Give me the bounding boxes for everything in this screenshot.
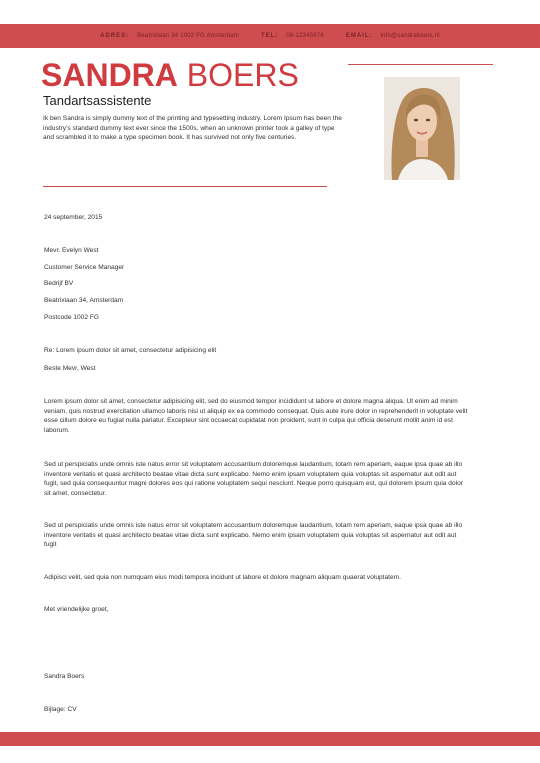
contact-bar (0, 24, 540, 48)
intro-text: Ik ben Sandra is simply dummy text of the printing and typesetting industry. Lorem Ipsum has been the industry's standard dummy text ever since the 1500s, when an unknown printer took a galley of type and scrambled it to make a type specimen book. It has survived not only five centuries. (43, 115, 342, 142)
letter-closing: Met vriendelijke groet, (44, 606, 109, 613)
recipient-company: Bedrijf BV (44, 280, 74, 288)
letter-paragraph-1: Lorem ipsum dolor sit amet, consectetur adipisicing elit, sed do eiusmod tempor incididunt ut labore et dolore magna aliqua. Ut enim ad minim veniam, quis nostrud exercitation ullamco laboris nisi ut aliquip ex ea commodo consequat. Duis aute irure dolor in reprehenderit in voluptate velit esse cillum dolore eu fugiat nulla pariatur. Excepteur sint occaecat cupidatat non proident, sunt in culpa qui officia deserunt mollit anim id est laborum. (44, 398, 468, 434)
letter-date: 24 september, 2015 (44, 214, 103, 221)
letter-paragraph-4: Adipisci velit, sed quia non numquam eius modi tempora incidunt ut labore et dolore magnam aliquam quaerat voluptatem. (44, 574, 401, 581)
phone-label: TEL: (260, 33, 279, 39)
phone-value: 06-12345678 (286, 33, 324, 39)
candidate-name (41, 57, 299, 93)
letter-attachment: Bijlage: CV (44, 706, 77, 713)
footer-bar (0, 732, 540, 746)
letter-signer: Sandra Boers (44, 673, 85, 680)
letter-paragraph-2: Sed ut perspiciatis unde omnis iste natus error sit voluptatem accusantium doloremque laudantium, totam rem aperiam, eaque ipsa quae ab illo inventore veritatis et quasi architecto beatae vitae dicta sunt explicabo. Nemo enim ipsam voluptatem quia voluptas sit aspernatur aut odit aut fugit, sed quia consequuntur magni dolores eos qui ratione voluptatem sequi nesciunt. Neque porro quisquam est, qui dolorem ipsum quia dolor sit amet, consectetur. (44, 461, 463, 497)
header-divider-left (43, 186, 327, 187)
header-divider-right (348, 64, 493, 65)
letter-paragraph-3: Sed ut perspiciatis unde omnis iste natus error sit voluptatem accusantium doloremque laudantium, totam rem aperiam, eaque ipsa quae ab illo inventore veritatis et quasi architecto beatae vitae dicta sunt explicabo. Nemo enim ipsam voluptatem quia voluptas sit aspernatur aut odit aut fugit (44, 522, 463, 549)
recipient-street: Beatrixlaan 34, Amsterdam (44, 297, 124, 305)
recipient-role: Customer Service Manager (44, 263, 125, 271)
recipient-address (44, 246, 470, 329)
first-name: SANDRA (41, 57, 178, 93)
email-label: EMAIL: (345, 33, 373, 39)
address-value: Beatrixlaan 34 1002 FG Amsterdam (137, 33, 239, 39)
last-name: BOERS (186, 57, 299, 93)
letter-subject: Re: Lorem ipsum dolor sit amet, consectetur adipisicing elit (44, 347, 217, 354)
portrait-illustration (384, 77, 460, 180)
email-value: info@sandraboers.nl (380, 33, 440, 39)
recipient-postcode: Postcode 1002 FG (44, 313, 99, 321)
portrait-photo (384, 77, 460, 180)
job-title: Tandartsassistente (43, 93, 152, 108)
letter-salutation: Beste Mevr, West (44, 365, 96, 372)
recipient-name: Mevr. Evelyn West (44, 247, 99, 254)
address-label: ADRES: (100, 33, 130, 39)
